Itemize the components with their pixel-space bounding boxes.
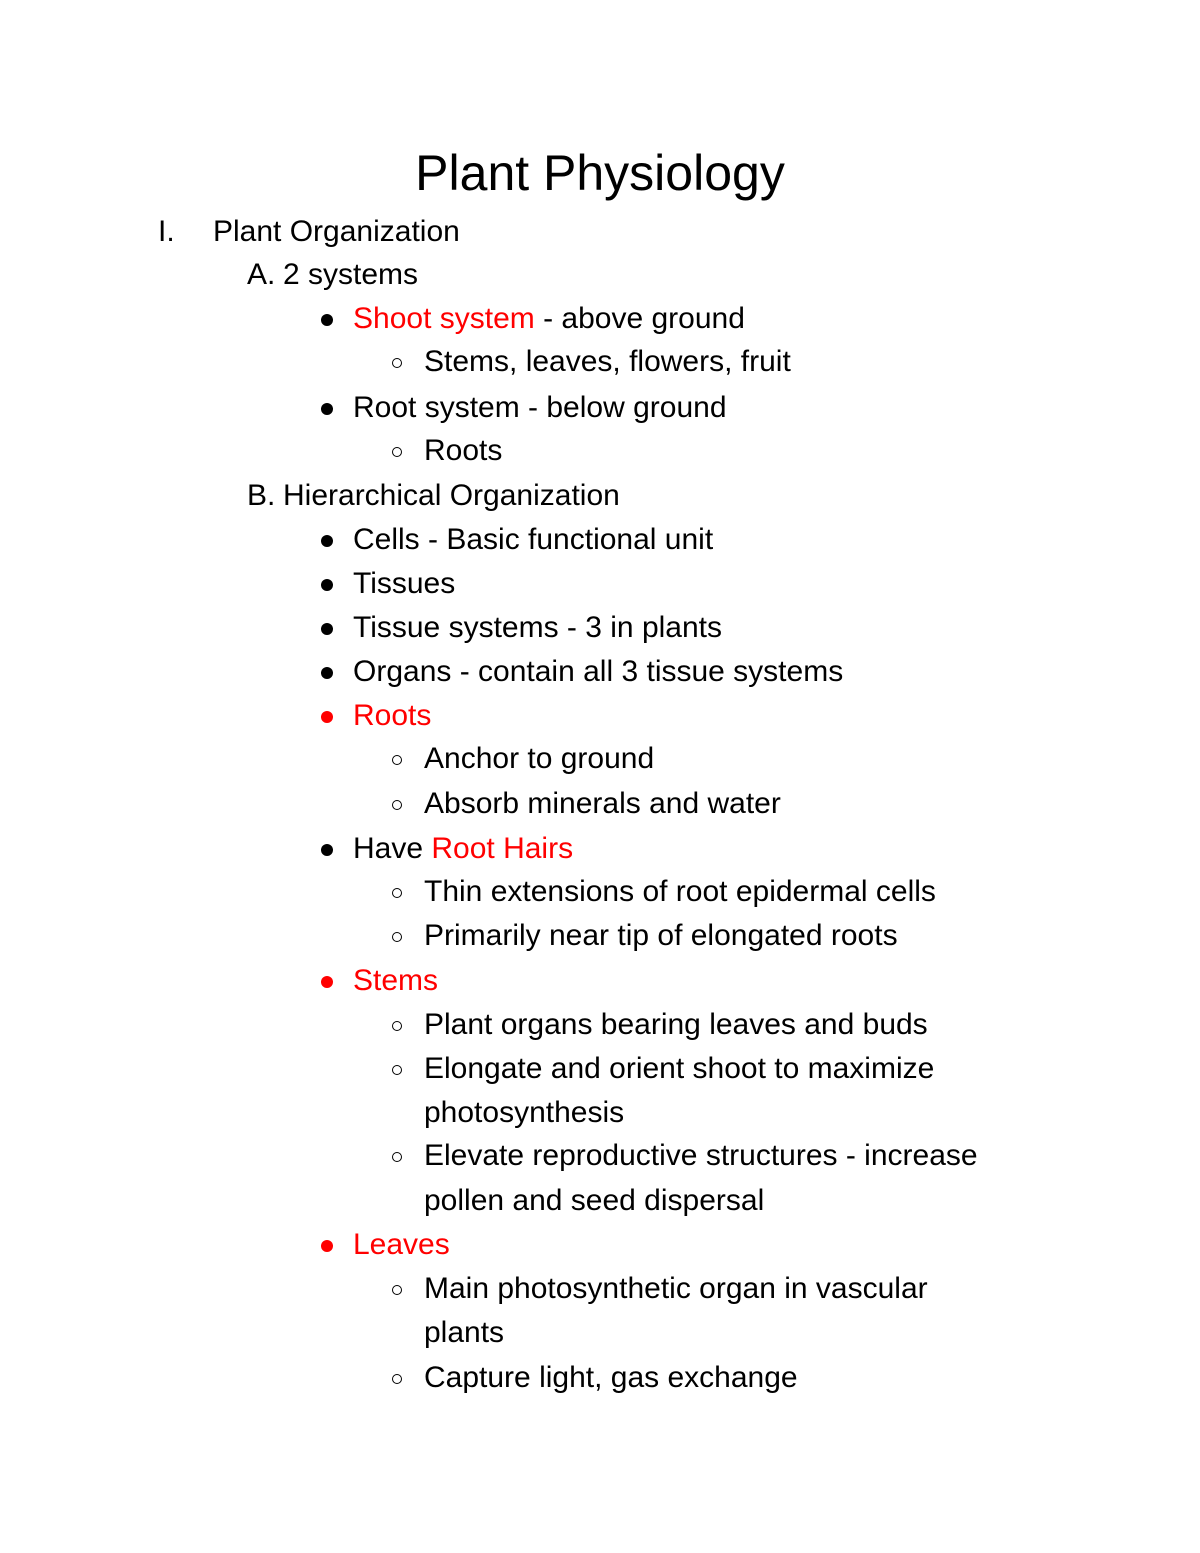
sub-list-item-continuation: photosynthesis	[424, 1096, 625, 1129]
hollow-bullet-icon	[392, 1374, 402, 1384]
sub-list-item: Roots	[424, 434, 503, 467]
bullet-icon	[321, 667, 333, 679]
bullet-icon	[321, 1240, 333, 1252]
sub-list-item: Absorb minerals and water	[424, 787, 781, 820]
bullet-icon	[321, 403, 333, 415]
hollow-bullet-icon	[392, 888, 402, 898]
hollow-bullet-icon	[392, 447, 402, 457]
bullet-icon	[321, 976, 333, 988]
hollow-bullet-icon	[392, 1152, 402, 1162]
list-item-text: Have	[353, 832, 432, 865]
bullet-icon	[321, 535, 333, 547]
subsection-heading: 2 systems	[283, 258, 419, 291]
bullet-icon	[321, 579, 333, 591]
list-item-text: - above ground	[534, 302, 745, 335]
letter-marker: A.	[247, 258, 276, 291]
hollow-bullet-icon	[392, 800, 402, 810]
document-title: Plant Physiology	[415, 145, 785, 201]
list-item-leaves: Leaves	[353, 1228, 450, 1261]
list-item-roots: Roots	[353, 699, 432, 732]
bullet-icon	[321, 314, 333, 326]
list-item: Tissues	[353, 567, 456, 600]
bullet-icon	[321, 711, 333, 723]
sub-list-item: Primarily near tip of elongated roots	[424, 919, 898, 952]
hollow-bullet-icon	[392, 1285, 402, 1295]
list-item: Tissue systems - 3 in plants	[353, 611, 723, 644]
bullet-icon	[321, 844, 333, 856]
subsection-heading: Hierarchical Organization	[283, 479, 620, 512]
sub-list-item: Capture light, gas exchange	[424, 1361, 798, 1394]
list-item-root-system: Root system - below ground	[353, 391, 727, 424]
sub-list-item: Elevate reproductive structures - increase	[424, 1139, 978, 1172]
hollow-bullet-icon	[392, 1065, 402, 1075]
sub-list-item-continuation: plants	[424, 1316, 505, 1349]
list-item-root-hairs	[353, 829, 573, 869]
bullet-icon	[321, 623, 333, 635]
section-heading: Plant Organization	[213, 215, 460, 248]
sub-list-item: Plant organs bearing leaves and buds	[424, 1008, 928, 1041]
list-item: Cells - Basic functional unit	[353, 523, 714, 556]
list-item-stems: Stems	[353, 964, 439, 997]
hollow-bullet-icon	[392, 932, 402, 942]
sub-list-item: Elongate and orient shoot to maximize	[424, 1052, 935, 1085]
roman-numeral-marker: I.	[158, 215, 175, 248]
hollow-bullet-icon	[392, 1021, 402, 1031]
sub-list-item: Anchor to ground	[424, 742, 655, 775]
letter-marker: B.	[247, 479, 276, 512]
sub-list-item: Main photosynthetic organ in vascular	[424, 1272, 928, 1305]
hollow-bullet-icon	[392, 755, 402, 765]
list-item: Organs - contain all 3 tissue systems	[353, 655, 844, 688]
hollow-bullet-icon	[392, 358, 402, 368]
sub-list-item: Thin extensions of root epidermal cells	[424, 875, 936, 908]
sub-list-item: Stems, leaves, flowers, fruit	[424, 345, 791, 378]
list-item-shoot-system	[353, 299, 745, 339]
sub-list-item-continuation: pollen and seed dispersal	[424, 1184, 765, 1217]
highlighted-term: Root Hairs	[431, 832, 574, 865]
highlighted-term: Shoot system	[353, 302, 535, 335]
